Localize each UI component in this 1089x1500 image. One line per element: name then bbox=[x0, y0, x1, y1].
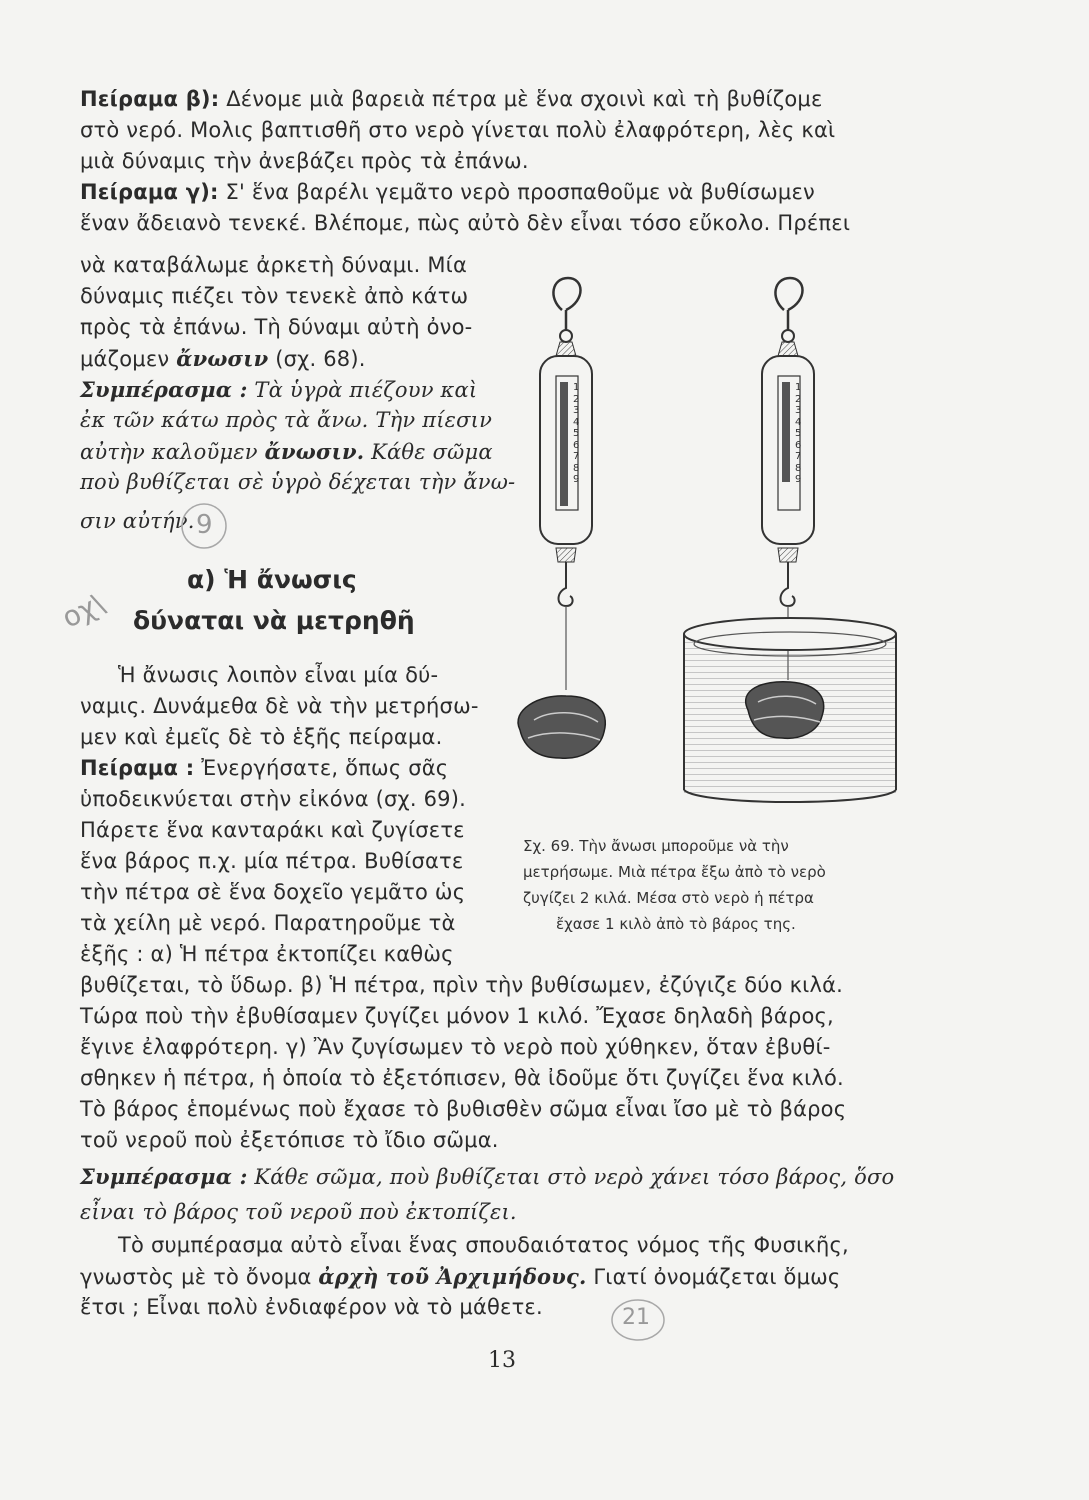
paragraph-b-line-3: μιὰ δύναμις τὴν ἀνεβάζει πρὸς τὰ ἐπάνω. bbox=[80, 149, 529, 173]
experiment-line-13: τοῦ νεροῦ ποὺ ἐξετόπισε τὸ ἴδιο σῶμα. bbox=[80, 1128, 499, 1152]
figure-caption-line-3: ζυγίζει 2 κιλά. Μέσα στὸ νερὸ ἡ πέτρα bbox=[523, 889, 814, 907]
conclusion-2-line-1: Συμπέρασμα : Κάθε σῶμα, ποὺ βυθίζεται στὸ νερὸ χάνει τόσο βάρος, ὅσο bbox=[80, 1164, 895, 1189]
paragraph-c-line-5: πρὸς τὰ ἐπάνω. Τὴ δύναμι αὐτὴ ὀνο- bbox=[80, 315, 473, 339]
figure-caption-line-2: μετρήσωμε. Μιὰ πέτρα ἔξω ἀπὸ τὸ νερὸ bbox=[523, 863, 826, 881]
handwritten-margin-note: οχ\ bbox=[57, 586, 110, 635]
conclusion-2-label: Συμπέρασμα : bbox=[80, 1164, 248, 1189]
page-number: 13 bbox=[488, 1348, 516, 1373]
conclusion-1-line-4: ποὺ βυθίζεται σὲ ὑγρὸ δέχεται τὴν ἄνω- bbox=[80, 470, 516, 494]
handwritten-number-21: 21 bbox=[622, 1305, 650, 1330]
final-line-1: Τὸ συμπέρασμα αὐτὸ εἶναι ἕνας σπουδαιότατος νόμος τῆς Φυσικῆς, bbox=[118, 1233, 849, 1257]
conclusion-2-line-2: εἶναι τὸ βάρος τοῦ νεροῦ ποὺ ἐκτοπίζει. bbox=[80, 1200, 517, 1224]
experiment-b-label: Πείραμα β): bbox=[80, 87, 220, 111]
experiment-line-4: ἕνα βάρος π.χ. μία πέτρα. Βυθίσατε bbox=[80, 849, 464, 873]
conclusion-label: Συμπέρασμα : bbox=[80, 377, 248, 402]
experiment-line-10: ἔγινε ἐλαφρότερη. γ) Ἂν ζυγίσωμεν τὸ νερὸ ποὺ χύθηκεν, ὅταν ἐβυθί- bbox=[80, 1035, 831, 1059]
measure-line-2: ναμις. Δυνάμεθα δὲ νὰ τὴν μετρήσω- bbox=[80, 694, 479, 718]
conclusion-1-line-2: ἐκ τῶν κάτω πρὸς τὰ ἄνω. Τὴν πίεσιν bbox=[80, 408, 493, 432]
paragraph-c-line-6: μάζομεν ἄνωσιν (σχ. 68). bbox=[80, 346, 366, 371]
experiment-line-2: ὑποδεικνύεται στὴν εἰκόνα (σχ. 69). bbox=[80, 787, 466, 811]
paragraph-c-line-1: Πείραμα γ): Σ' ἕνα βαρέλι γεμᾶτο νερὸ προσπαθοῦμε νὰ βυθίσωμεν bbox=[80, 180, 815, 204]
final-line-3: ἔτσι ; Εἶναι πολὺ ἐνδιαφέρον νὰ τὸ μάθετε. bbox=[80, 1295, 543, 1319]
paragraph-b-line-1: Πείραμα β): Δένομε μιὰ βαρειὰ πέτρα μὲ ἕνα σχοινὶ καὶ τὴ βυθίζομε bbox=[80, 87, 823, 111]
figure-caption-line-4: ἔχασε 1 κιλὸ ἀπὸ τὸ βάρος της. bbox=[556, 915, 796, 933]
measure-line-3: μεν καὶ ἐμεῖς δὲ τὸ ἑξῆς πείραμα. bbox=[80, 725, 443, 749]
paragraph-c-line-2: ἕναν ἄδειανὸ τενεκέ. Βλέπομε, πὼς αὐτὸ δὲν εἶναι τόσο εὔκολο. Πρέπει bbox=[80, 211, 851, 235]
handwritten-number-9: 9 bbox=[196, 510, 213, 540]
experiment-line-6: τὰ χείλη μὲ νερό. Παρατηροῦμε τὰ bbox=[80, 911, 456, 935]
paragraph-c-line-4: δύναμις πιέζει τὸν τενεκὲ ἀπὸ κάτω bbox=[80, 284, 469, 308]
experiment-c-label: Πείραμα γ): bbox=[80, 180, 219, 204]
figure-spring-scales bbox=[500, 270, 900, 810]
experiment-line-9: Τώρα ποὺ τὴν ἐβυθίσαμεν ζυγίζει μόνον 1 κιλό. Ἔχασε δηλαδὴ βάρος, bbox=[80, 1004, 834, 1028]
experiment-label: Πείραμα : bbox=[80, 756, 195, 780]
figure-caption-line-1: Σχ. 69. Τὴν ἄνωσι μποροῦμε νὰ τὴν bbox=[523, 837, 789, 855]
section-heading-line-2: δύναται νὰ μετρηθῆ bbox=[133, 606, 415, 635]
experiment-line-1: Πείραμα : Ἐνεργήσατε, ὅπως σᾶς bbox=[80, 756, 449, 780]
experiment-line-8: βυθίζεται, τὸ ὕδωρ. β) Ἡ πέτρα, πρὶν τὴν βυθίσωμεν, ἐζύγιζε δύο κιλά. bbox=[80, 973, 844, 997]
final-line-2: γνωστὸς μὲ τὸ ὄνομα ἀρχὴ τοῦ Ἀρχιμήδους. Γιατί ὀνομάζεται ὅμως bbox=[80, 1264, 841, 1289]
section-heading-line-1: α) Ἡ ἄνωσις bbox=[187, 565, 357, 594]
left-spring-scale bbox=[518, 278, 605, 758]
term-archimedes: ἀρχὴ τοῦ Ἀρχιμήδους. bbox=[318, 1264, 587, 1289]
experiment-line-3: Πάρετε ἕνα κανταράκι καὶ ζυγίσετε bbox=[80, 818, 465, 842]
paragraph-b-line-2: στὸ νερό. Μολις βαπτισθῆ στο νερὸ γίνεται πολὺ ἐλαφρότερη, λὲς καὶ bbox=[80, 118, 836, 142]
water-container bbox=[684, 618, 896, 802]
left-scale-numbers: 1 2 3 4 5 6 7 8 9 bbox=[573, 382, 580, 485]
conclusion-1-line-3: αὐτὴν καλοῦμεν ἄνωσιν. Κάθε σῶμα bbox=[80, 439, 493, 464]
right-scale-numbers: 1 2 3 4 5 6 7 8 9 bbox=[795, 382, 802, 485]
measure-line-1: Ἡ ἄνωσις λοιπὸν εἶναι μία δύ- bbox=[118, 663, 439, 687]
experiment-line-5: τὴν πέτρα σὲ ἕνα δοχεῖο γεμᾶτο ὡς bbox=[80, 880, 466, 904]
experiment-line-11: σθηκεν ἡ πέτρα, ἡ ὁποία τὸ ἐξετόπισεν, θὰ ἰδοῦμε ὅτι ζυγίζει ἕνα κιλό. bbox=[80, 1066, 844, 1090]
paragraph-c-line-3: νὰ καταβάλωμε ἀρκετὴ δύναμι. Μία bbox=[80, 253, 467, 277]
experiment-line-7: ἑξῆς : α) Ἡ πέτρα ἐκτοπίζει καθὼς bbox=[80, 942, 454, 966]
experiment-line-12: Τὸ βάρος ἑπομένως ποὺ ἔχασε τὸ βυθισθὲν σῶμα εἶναι ἴσο μὲ τὸ βάρος bbox=[80, 1097, 847, 1121]
conclusion-1-line-5: σιν αὐτήν. bbox=[80, 509, 195, 533]
term-anosis: ἄνωσιν bbox=[176, 346, 269, 371]
conclusion-1-line-1: Συμπέρασμα : Τὰ ὑγρὰ πιέζουν καὶ bbox=[80, 377, 478, 402]
